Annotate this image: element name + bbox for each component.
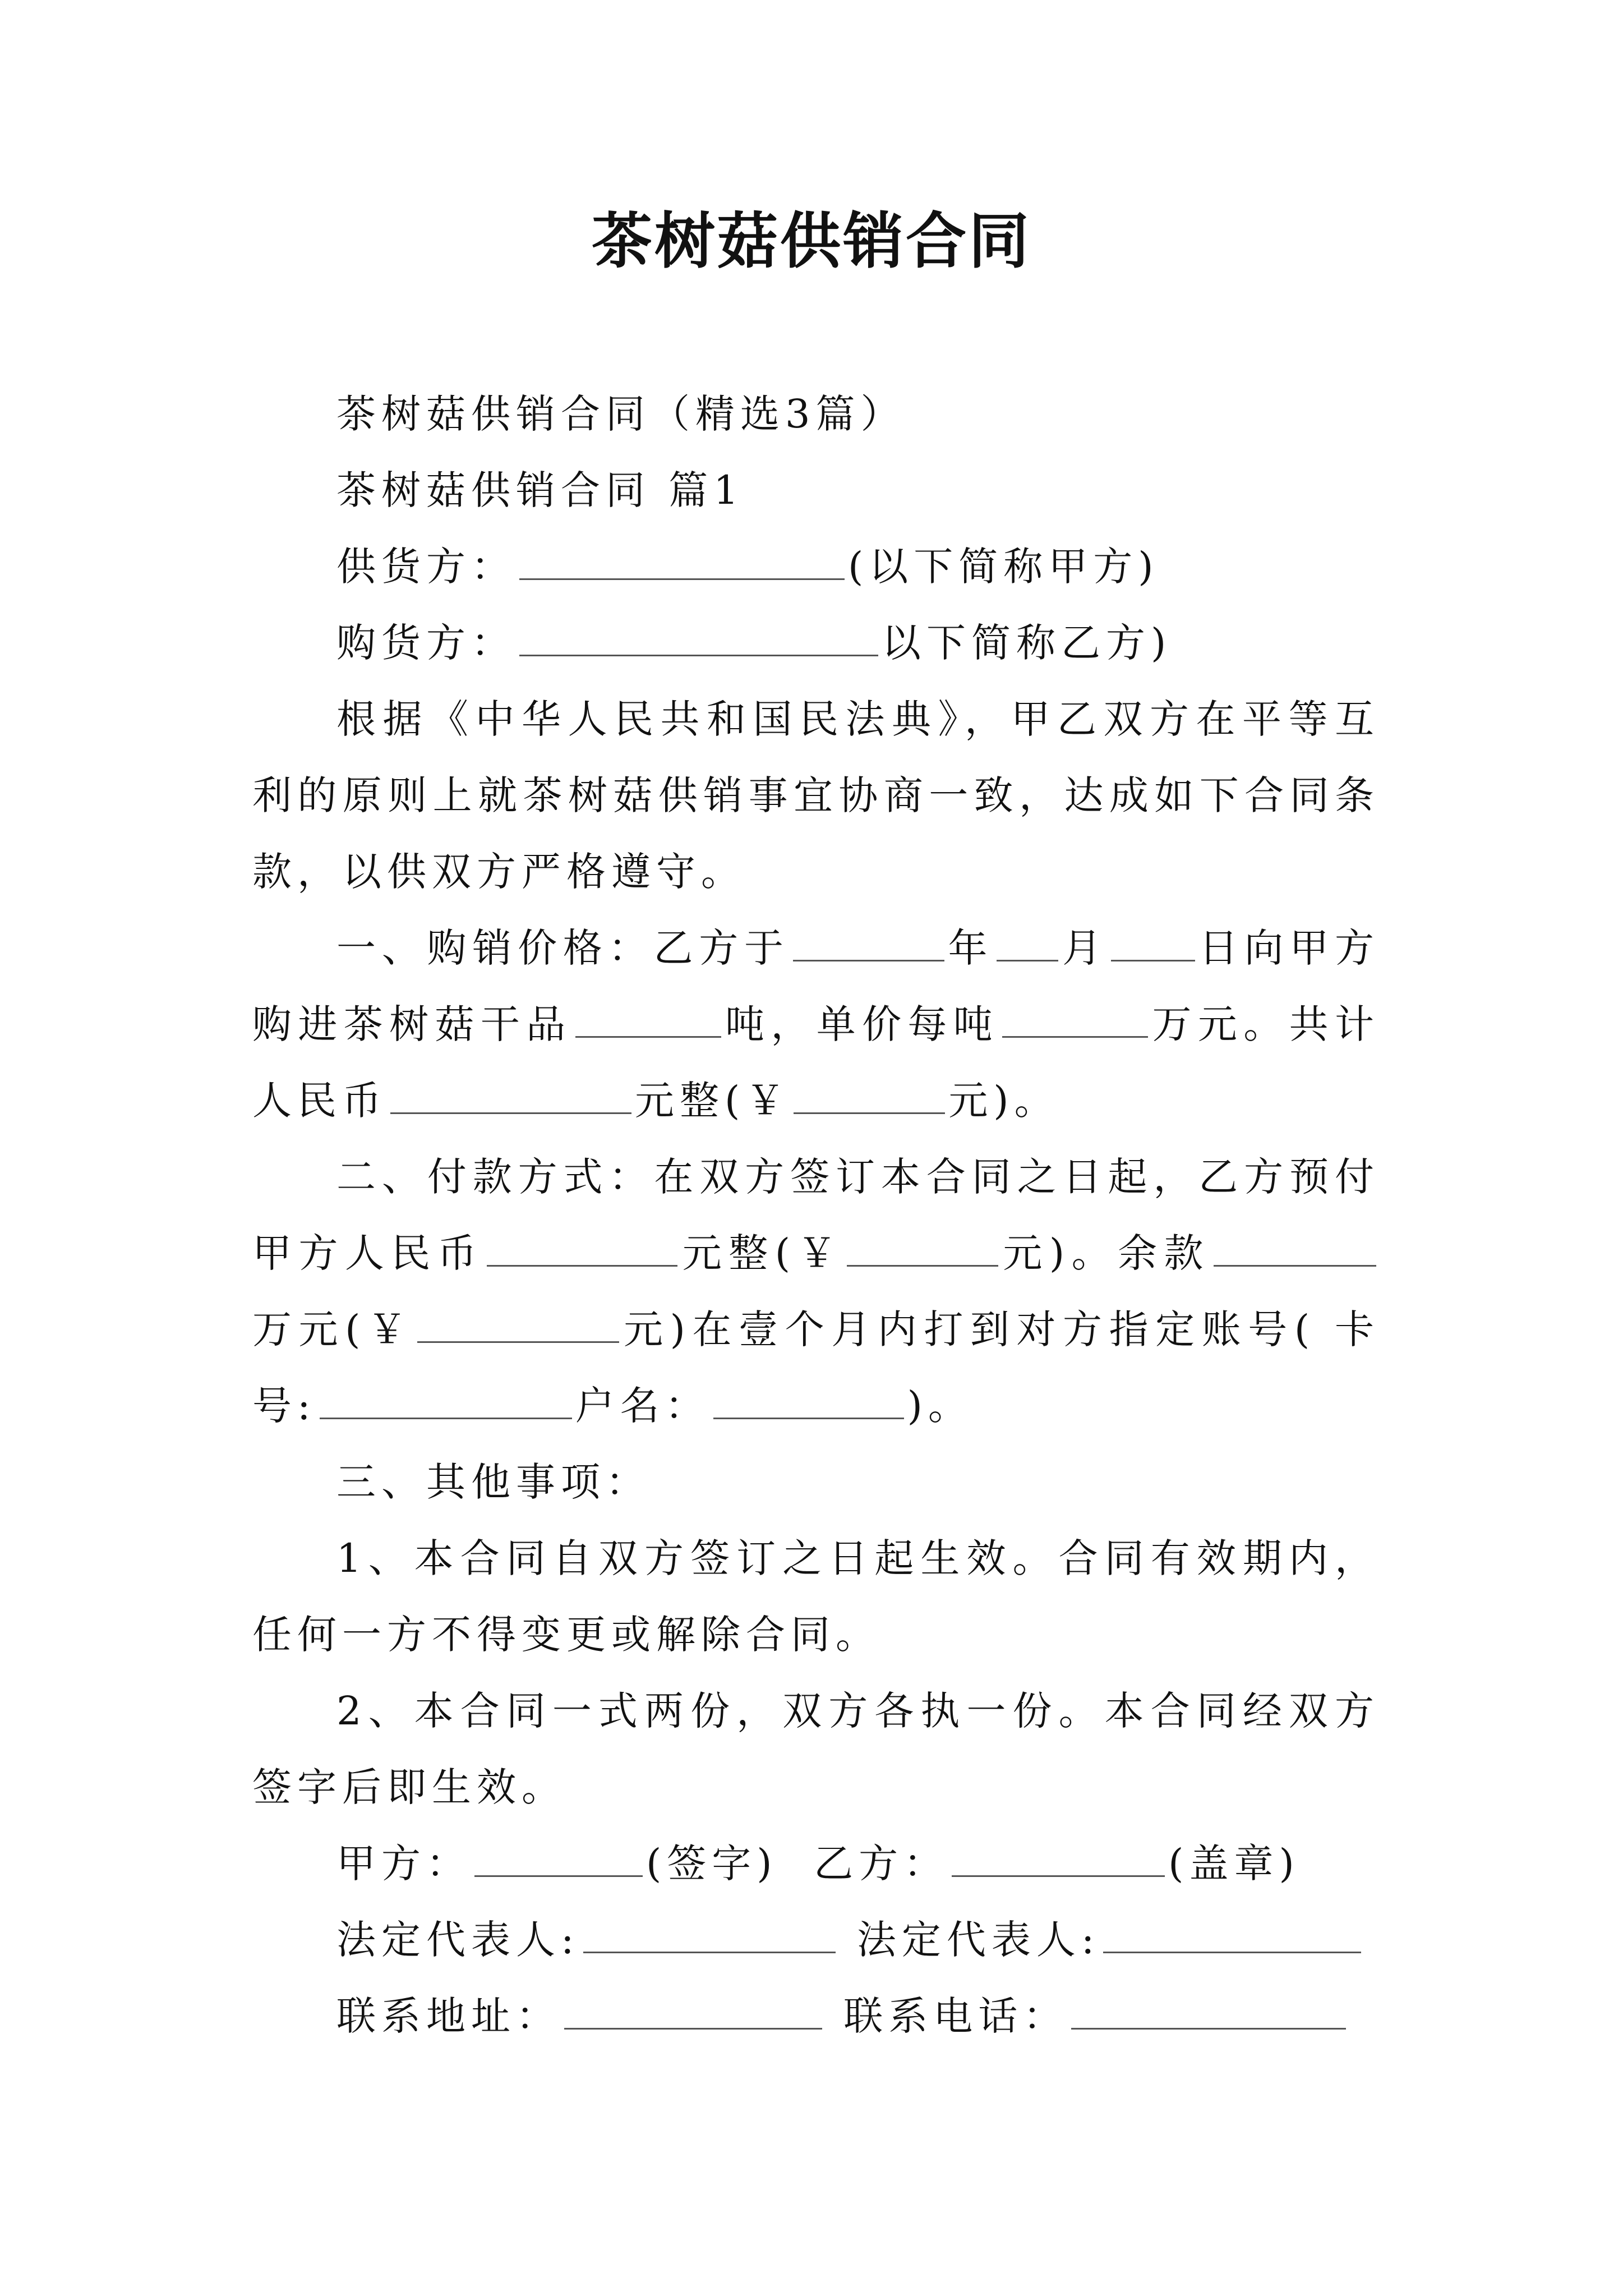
- clause-3-item-1: 1、本合同自双方签订之日起生效。合同有效期内，任何一方不得变更或解除合同。: [252, 1535, 1380, 1658]
- seal-label: (盖章): [1168, 1841, 1300, 1887]
- balance-blank: [1214, 1232, 1376, 1267]
- address-blank: [564, 1995, 822, 2030]
- clause-2-text: 元整(￥: [681, 1230, 843, 1276]
- clause-1-text: 元整(￥: [635, 1078, 791, 1124]
- clause-2-text: 万元(￥: [252, 1306, 414, 1352]
- clause-1-text: 元)。: [948, 1078, 1059, 1124]
- clause-1-text: 一、购销价格：乙方于: [336, 925, 790, 971]
- sign-label: (签字): [646, 1841, 778, 1887]
- section-title: 茶树菇供销合同 篇1: [336, 467, 744, 513]
- party-a-blank: [474, 1843, 643, 1877]
- supplier-label: 供货方：: [336, 544, 516, 590]
- buyer-line: [252, 605, 1380, 681]
- tons-blank: [575, 1004, 721, 1038]
- clause-1-text: 日向甲方购进茶树菇干品: [252, 925, 1380, 1047]
- phone-label: 联系电话：: [843, 1993, 1068, 2039]
- document-title: 茶树菇供销合同: [591, 206, 1031, 277]
- buyer-suffix: 以下简称乙方): [882, 620, 1172, 666]
- clause-2-text: )。: [907, 1383, 973, 1429]
- rep-a-label: 法定代表人:: [336, 1917, 580, 1963]
- clause-2-text: 户名：: [575, 1383, 710, 1429]
- prepay-yuan-blank: [847, 1232, 998, 1267]
- intro-paragraph: 根据《中华人民共和国民法典》，甲乙双方在平等互利的原则上就茶树菇供销事宜协商一致，达成如下合同条款，以供双方严格遵守。: [252, 696, 1380, 895]
- phone-blank: [1071, 1995, 1346, 2030]
- month-blank: [997, 927, 1058, 961]
- total-yuan-blank: [794, 1080, 945, 1114]
- signature-row-2: [252, 1902, 1380, 1978]
- clause-2-text: 二、付款方式：在双方签订本合同之日起，乙方预付甲方人民币: [252, 1154, 1380, 1276]
- total-rmb-blank: [390, 1080, 631, 1114]
- account-name-blank: [713, 1385, 904, 1419]
- clause-2-text: 元)。余款: [1001, 1230, 1211, 1276]
- party-a-label: 甲方：: [336, 1841, 471, 1887]
- supplier-blank: [519, 546, 845, 580]
- rep-b-label: 法定代表人:: [856, 1917, 1100, 1963]
- supplier-suffix: (以下简称甲方): [848, 544, 1159, 590]
- clause-2-text: 元)在壹个月内打到对方指定账号( 卡号:: [252, 1306, 1380, 1429]
- month-label: 月: [1062, 925, 1108, 971]
- year-label: 年: [947, 925, 994, 971]
- year-blank: [793, 927, 944, 961]
- buyer-label: 购货方：: [336, 620, 516, 666]
- prepay-rmb-blank: [487, 1232, 677, 1267]
- unit-price-blank: [1002, 1004, 1148, 1038]
- balance-yuan-blank: [417, 1309, 619, 1343]
- party-b-label: 乙方：: [814, 1841, 949, 1887]
- document-body: [252, 376, 1380, 2054]
- subtitle: 茶树菇供销合同（精选3篇）: [336, 391, 906, 437]
- buyer-blank: [519, 622, 878, 656]
- party-b-blank: [952, 1843, 1165, 1877]
- clause-3-title: 三、其他事项：: [336, 1459, 651, 1505]
- clause-1-text: 吨，单价每吨: [724, 1001, 999, 1047]
- clause-3-item-2: 2、本合同一式两份，双方各执一份。本合同经双方签字后即生效。: [252, 1688, 1380, 1810]
- card-number-blank: [320, 1385, 572, 1419]
- address-label: 联系地址：: [336, 1993, 561, 2039]
- day-blank: [1111, 927, 1195, 961]
- supplier-line: [252, 528, 1380, 605]
- signature-row-3: [252, 1978, 1380, 2054]
- clause-1-text: 万元。共计人民币: [252, 1001, 1380, 1124]
- rep-a-blank: [583, 1919, 836, 1953]
- clause-2: [252, 1139, 1380, 1444]
- signature-row-1: [252, 1825, 1380, 1902]
- rep-b-blank: [1103, 1919, 1361, 1953]
- clause-1: [252, 910, 1380, 1139]
